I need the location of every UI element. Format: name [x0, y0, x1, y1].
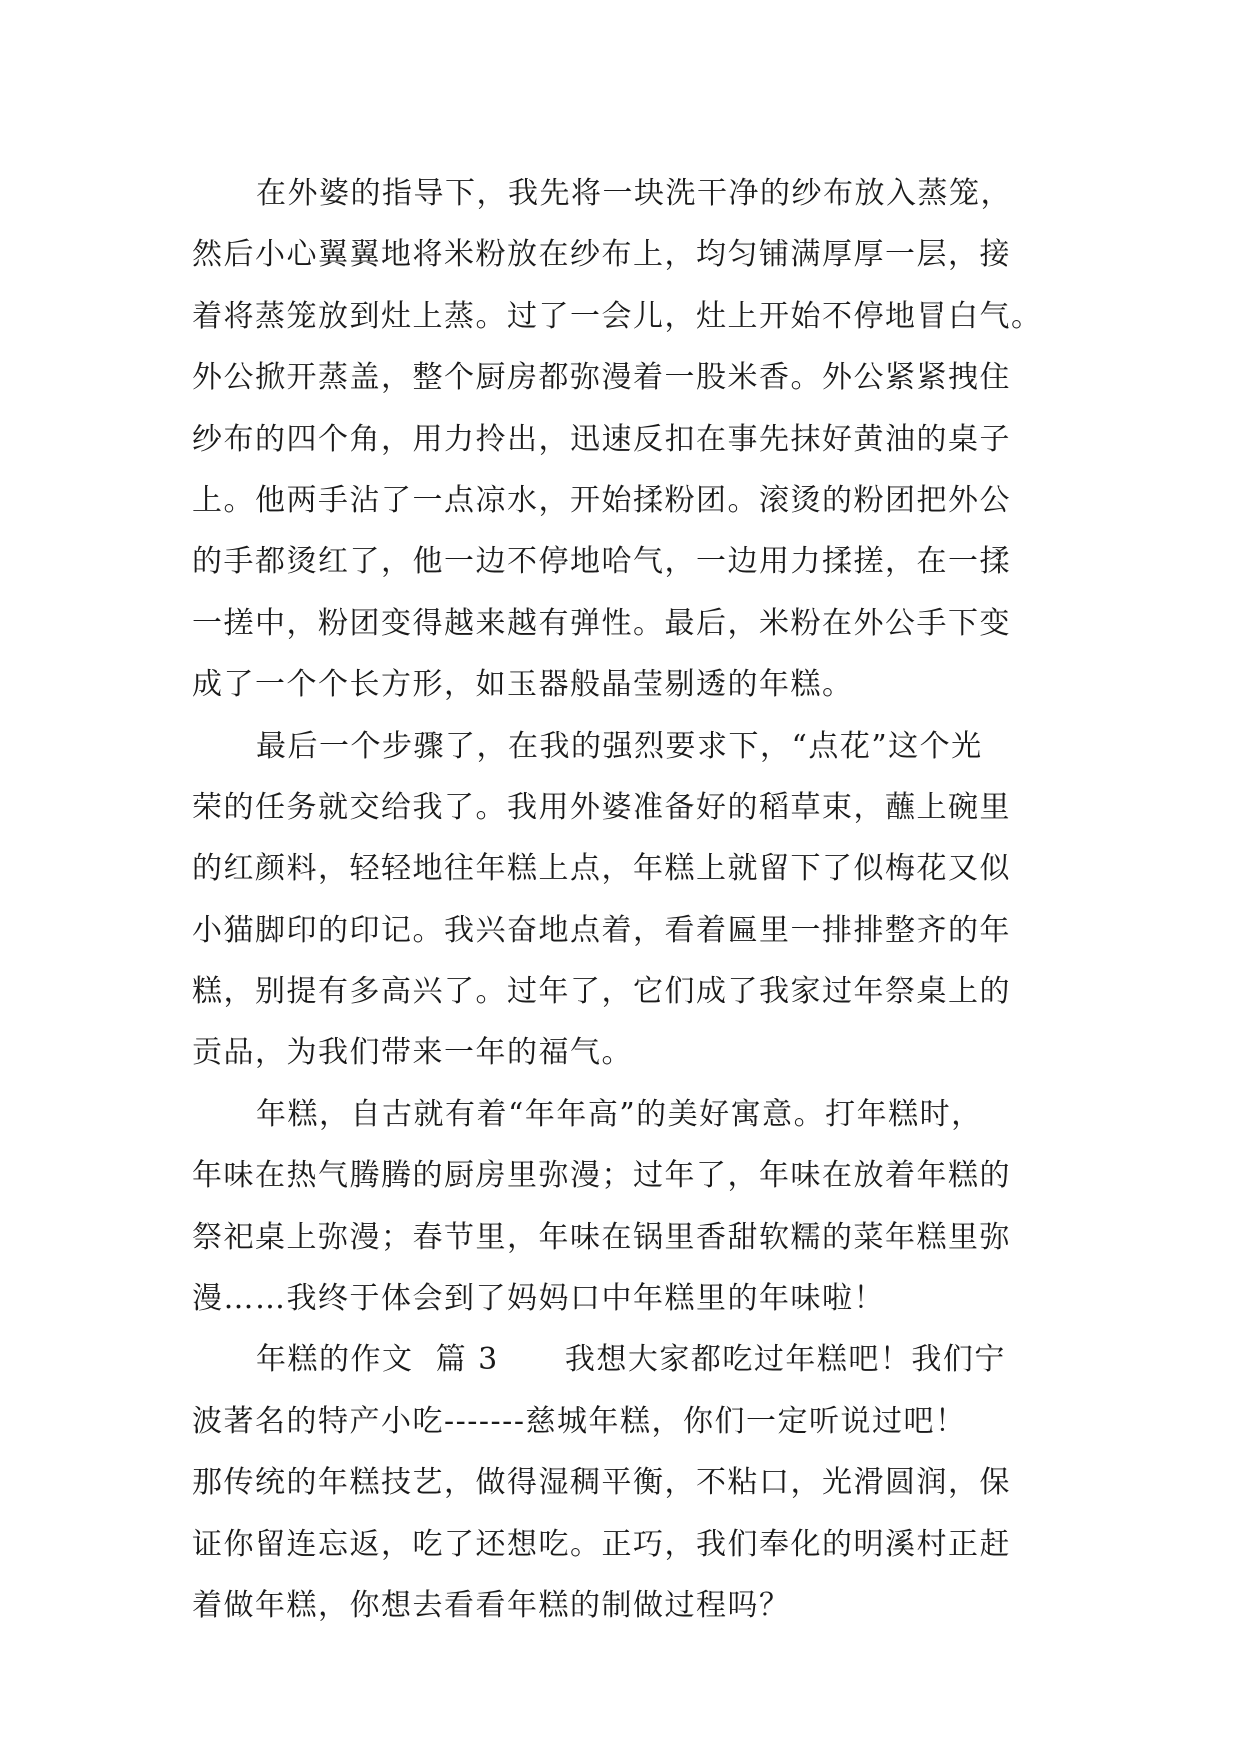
- text-line: 纱布的四个角，用力拎出，迅速反扣在事先抹好黄油的桌子: [192, 421, 1011, 457]
- text-line: 那传统的年糕技艺，做得湿稠平衡，不粘口，光滑圆润，保: [192, 1465, 1011, 1501]
- text-line: 年糕的作文 篇 3 我想大家都吃过年糕吧！我们宁: [256, 1342, 1006, 1378]
- text-line: 年味在热气腾腾的厨房里弥漫；过年了，年味在放着年糕的: [192, 1158, 1011, 1194]
- text-line: 着将蒸笼放到灶上蒸。过了一会儿，灶上开始不停地冒白气。: [192, 298, 1043, 334]
- text-line: 外公掀开蒸盖，整个厨房都弥漫着一股米香。外公紧紧拽住: [192, 360, 1011, 396]
- text-line: 成了一个个长方形，如玉器般晶莹剔透的年糕。: [192, 667, 854, 703]
- text-line: 祭祀桌上弥漫；春节里，年味在锅里香甜软糯的菜年糕里弥: [192, 1219, 1011, 1255]
- text-line: 波著名的特产小吃-------慈城年糕，你们一定听说过吧！: [192, 1403, 967, 1439]
- paragraph-steaming: [192, 163, 1072, 716]
- text-line: 漫……我终于体会到了妈妈口中年糕里的年味啦！: [192, 1281, 885, 1317]
- paragraph-essay-3: [192, 1329, 1072, 1636]
- text-line: 小猫脚印的印记。我兴奋地点着，看着匾里一排排整齐的年: [192, 912, 1011, 948]
- text-line: 着做年糕，你想去看看年糕的制做过程吗？: [192, 1587, 791, 1623]
- text-line: 糕，别提有多高兴了。过年了，它们成了我家过年祭桌上的: [192, 974, 1011, 1010]
- paragraph-conclusion: [192, 1084, 1072, 1330]
- text-line: 上。他两手沾了一点凉水，开始揉粉团。滚烫的粉团把外公: [192, 482, 1011, 518]
- paragraph-decorating: [192, 716, 1072, 1084]
- text-line: 的手都烫红了，他一边不停地哈气，一边用力揉搓，在一揉: [192, 544, 1011, 580]
- text-line: 在外婆的指导下，我先将一块洗干净的纱布放入蒸笼，: [256, 176, 1012, 211]
- text-line: 年糕，自古就有着“年年高”的美好寓意。打年糕时，: [256, 1096, 983, 1132]
- text-line: 最后一个步骤了，在我的强烈要求下，“点花”这个光: [256, 728, 983, 764]
- text-line: 荣的任务就交给我了。我用外婆准备好的稻草束，蘸上碗里: [192, 789, 1011, 825]
- document-body: [192, 163, 1072, 1636]
- text-line: 一搓中，粉团变得越来越有弹性。最后，米粉在外公手下变: [192, 605, 1011, 641]
- text-line: 贡品，为我们带来一年的福气。: [192, 1035, 633, 1071]
- text-line: 的红颜料，轻轻地往年糕上点，年糕上就留下了似梅花又似: [192, 851, 1011, 887]
- text-line: 证你留连忘返，吃了还想吃。正巧，我们奉化的明溪村正赶: [192, 1526, 1011, 1562]
- text-line: 然后小心翼翼地将米粉放在纱布上，均匀铺满厚厚一层，接: [192, 237, 1011, 273]
